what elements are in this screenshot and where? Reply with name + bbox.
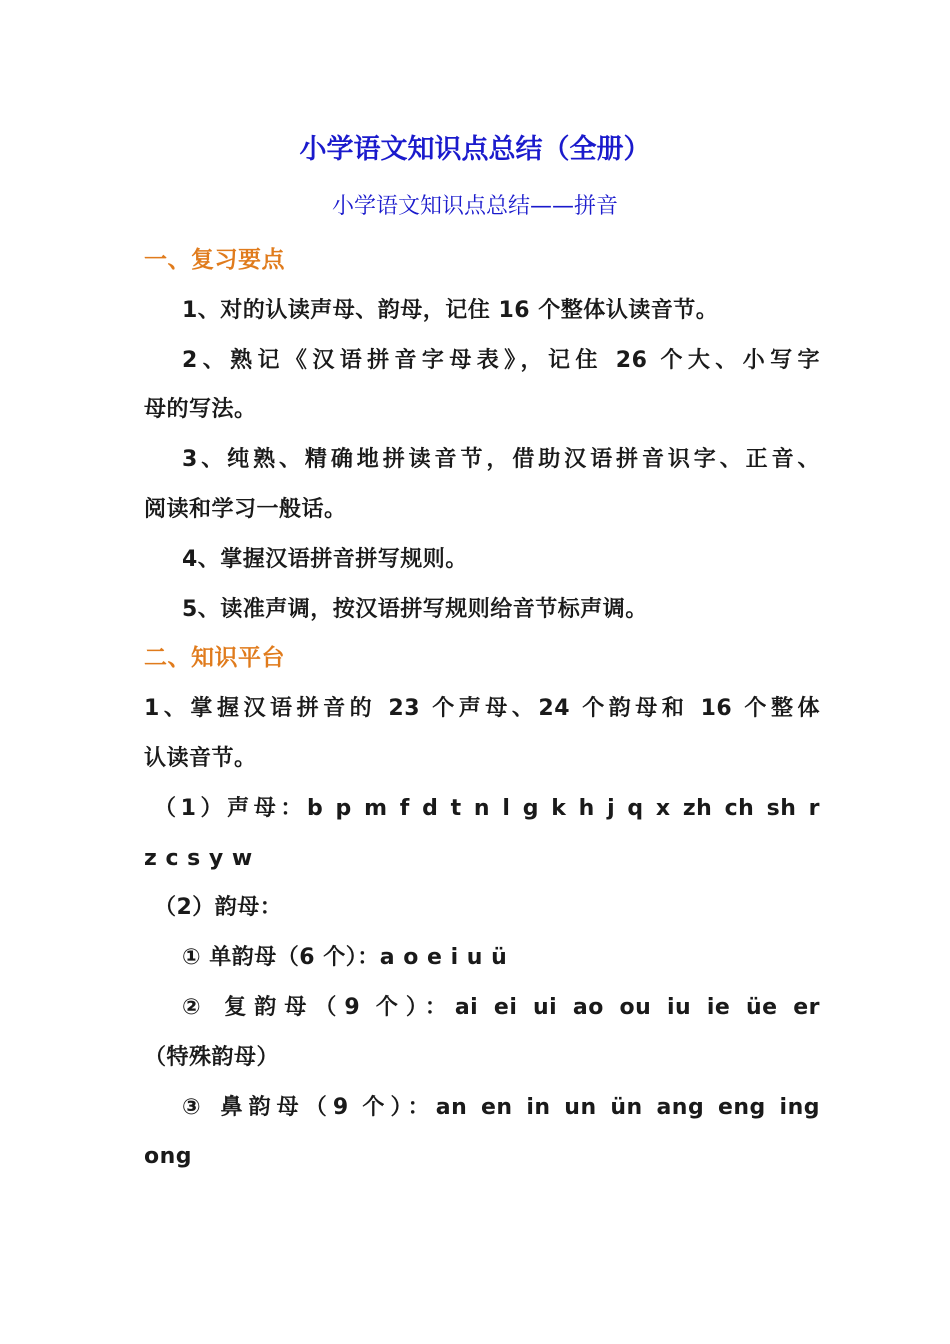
nasal-finals-cont: ong bbox=[144, 1144, 193, 1170]
knowledge-line-1-cont: 认读音节。 bbox=[144, 745, 257, 771]
knowledge-line-1: 1、掌握汉语拼音的 23 个声母、24 个韵母和 16 个整体 bbox=[144, 696, 820, 722]
review-item-2: 2、熟记《汉语拼音字母表》，记住 26 个大、小写字 bbox=[182, 347, 820, 373]
review-item-1: 1、对的认读声母、韵母，记住 16 个整体认读音节。 bbox=[182, 297, 719, 323]
compound-finals-note: （特殊韵母） bbox=[144, 1044, 280, 1070]
document-subtitle: 小学语文知识点总结——拼音 bbox=[331, 194, 618, 219]
initials-line: （1）声母：b p m f d t n l g k h j q x zh ch sh r bbox=[154, 795, 820, 821]
document-body bbox=[144, 236, 820, 1182]
section-heading-knowledge: 二、知识平台 bbox=[144, 645, 285, 672]
finals-heading: （2）韵母： bbox=[154, 895, 283, 921]
section-heading-review: 一、复习要点 bbox=[144, 247, 285, 273]
review-item-2-cont: 母的写法。 bbox=[144, 397, 257, 423]
review-item-3: 3、纯熟、精确地拼读音节，借助汉语拼音识字、正音、 bbox=[182, 447, 820, 473]
simple-finals-line: ① 单韵母（6 个）：a o e i u ü bbox=[182, 945, 508, 971]
review-item-3-cont: 阅读和学习一般话。 bbox=[144, 496, 347, 522]
compound-finals-line: ② 复韵母（9 个）：ai ei ui ao ou iu ie üe er bbox=[182, 994, 820, 1020]
review-item-5: 5、读准声调，按汉语拼写规则给音节标声调。 bbox=[182, 596, 648, 622]
document-title: 小学语文知识点总结（全册） bbox=[299, 134, 651, 165]
review-item-4: 4、掌握汉语拼音拼写规则。 bbox=[182, 546, 468, 572]
initials-line-cont: z c s y w bbox=[144, 845, 253, 871]
nasal-finals-line: ③ 鼻韵母（9 个）：an en in un ün ang eng ing bbox=[182, 1094, 820, 1120]
